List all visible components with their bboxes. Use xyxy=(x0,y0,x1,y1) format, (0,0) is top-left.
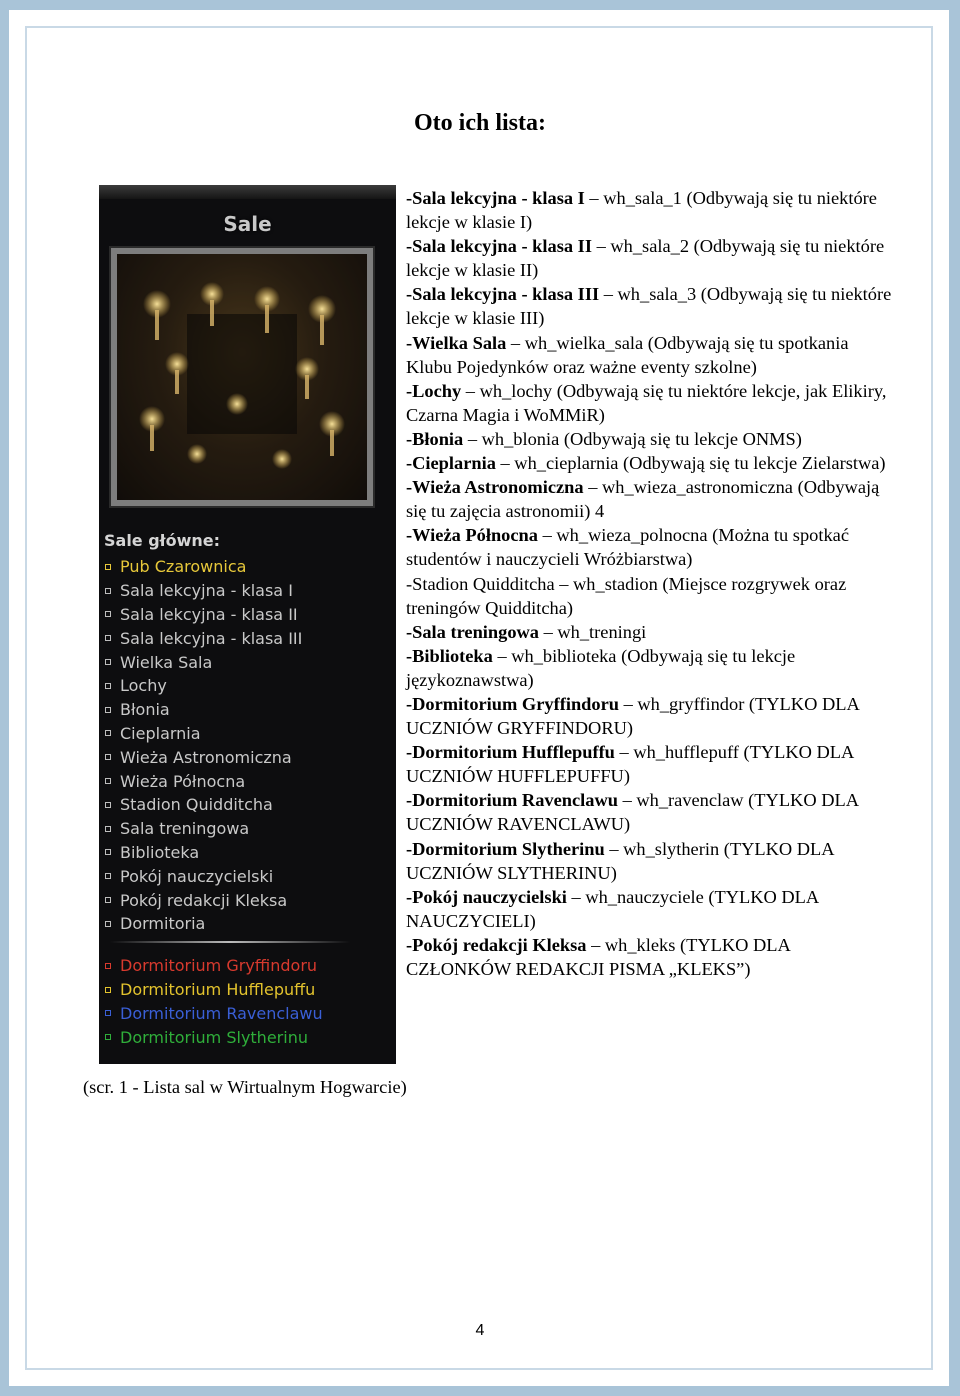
room-name: -Biblioteka xyxy=(406,645,493,666)
room-name: -Wieża Północna xyxy=(406,525,538,546)
room-description: – wh_nauczyciele (TYLKO DLA NAUCZYCIELI) xyxy=(406,886,819,931)
square-bullet-icon xyxy=(105,778,111,784)
room-description: – wh_blonia (Odbywają się tu lekcje ONMS) xyxy=(463,428,802,449)
room-entry xyxy=(406,282,896,330)
room-entry xyxy=(406,523,896,571)
menu-item[interactable] xyxy=(105,817,302,841)
menu-item-label: Sala treningowa xyxy=(120,819,250,839)
room-entry xyxy=(406,572,896,620)
page-number: 4 xyxy=(475,1322,485,1339)
menu-item-label: Pokój redakcji Kleksa xyxy=(120,890,288,910)
menu-item[interactable] xyxy=(105,793,302,817)
room-description: – wh_wieza_astronomiczna (Odbywają się tu zajęcia astronomii) 4 xyxy=(406,477,880,522)
menu-item-label: Dormitoria xyxy=(120,914,206,934)
room-description: – wh_biblioteka (Odbywają się tu lekcje językoznawstwa) xyxy=(406,645,796,690)
room-name: -Wielka Sala xyxy=(406,332,507,353)
menu-item[interactable] xyxy=(105,841,302,865)
menu-item[interactable] xyxy=(105,769,302,793)
menu-item[interactable] xyxy=(105,722,302,746)
menu-item-label: Wieża Astronomiczna xyxy=(120,747,292,767)
room-name: -Pokój nauczycielski xyxy=(406,886,567,907)
room-description: – wh_cieplarnia (Odbywają się tu lekcje Zielarstwa) xyxy=(495,453,886,474)
room-name: -Błonia xyxy=(406,428,464,449)
menu-item-label: Sala lekcyjna - klasa II xyxy=(120,604,298,624)
room-name: -Dormitorium Hufflepuffu xyxy=(406,742,615,763)
room-list-text xyxy=(406,186,896,981)
menu-item[interactable] xyxy=(105,1025,323,1049)
menu-item[interactable] xyxy=(105,978,323,1002)
room-name: -Lochy xyxy=(406,380,462,401)
room-entry xyxy=(406,933,896,981)
square-bullet-icon xyxy=(105,897,111,903)
menu-item-label: Dormitorium Hufflepuffu xyxy=(120,980,316,1000)
room-description: – wh_sala_3 (Odbywają się tu niektóre lekcje w klasie III) xyxy=(406,284,892,329)
room-name: -Wieża Astronomiczna xyxy=(406,477,584,498)
square-bullet-icon xyxy=(105,1010,111,1016)
menu-item-label: Pokój nauczycielski xyxy=(120,866,274,886)
room-name: -Dormitorium Slytherinu xyxy=(406,838,605,859)
menu-item[interactable] xyxy=(105,1002,323,1026)
room-menu xyxy=(105,555,302,936)
room-entry xyxy=(406,331,896,379)
menu-item-label: Sala lekcyjna - klasa I xyxy=(120,581,293,601)
menu-item-label: Biblioteka xyxy=(120,842,200,862)
room-entry xyxy=(406,620,896,644)
room-entry xyxy=(406,885,896,933)
menu-item[interactable] xyxy=(105,626,302,650)
room-entry xyxy=(406,788,896,836)
menu-item-label: Sala lekcyjna - klasa III xyxy=(120,628,303,648)
menu-item[interactable] xyxy=(105,698,302,722)
square-bullet-icon xyxy=(105,826,111,832)
dormitory-menu xyxy=(105,954,323,1049)
room-name: -Sala lekcyjna - klasa I xyxy=(406,188,585,208)
room-description: – wh_sala_1 (Odbywają się tu niektóre lekcje w klasie I) xyxy=(406,188,877,233)
square-bullet-icon xyxy=(105,611,111,617)
menu-item-label: Stadion Quidditcha xyxy=(120,795,273,815)
menu-item[interactable] xyxy=(105,674,302,698)
room-picture xyxy=(111,248,373,506)
menu-item-label: Cieplarnia xyxy=(120,723,201,743)
candles-illustration xyxy=(117,254,367,500)
square-bullet-icon xyxy=(105,588,111,594)
menu-item-label: Dormitorium Ravenclawu xyxy=(120,1003,323,1023)
square-bullet-icon xyxy=(105,635,111,641)
room-description: – wh_ravenclaw (TYLKO DLA UCZNIÓW RAVENCLAWU) xyxy=(406,790,858,835)
square-bullet-icon xyxy=(105,987,111,993)
room-description: – wh_lochy (Odbywają się tu niektóre lekcje, jak Elikiry, Czarna Magia i WoMMiR) xyxy=(406,380,887,425)
room-name: -Sala lekcyjna - klasa III xyxy=(406,284,600,305)
panel-top-strip xyxy=(99,185,396,199)
menu-item-label: Wielka Sala xyxy=(120,652,213,672)
square-bullet-icon xyxy=(105,1034,111,1040)
room-entry xyxy=(406,234,896,282)
panel-title: Sale xyxy=(223,212,272,236)
room-entry xyxy=(406,475,896,523)
room-description: – wh_gryffindor (TYLKO DLA UCZNIÓW GRYFFINDORU) xyxy=(406,693,859,739)
square-bullet-icon xyxy=(105,683,111,689)
room-description: – wh_wielka_sala (Odbywają się tu spotkania Klubu Pojedynków oraz ważne eventy szkolne) xyxy=(406,332,849,377)
menu-item-label: Wieża Północna xyxy=(120,771,246,791)
room-entry xyxy=(406,379,896,427)
square-bullet-icon xyxy=(105,564,111,570)
room-name: -Sala treningowa xyxy=(406,621,539,642)
room-name: -Dormitorium Ravenclawu xyxy=(406,790,618,811)
room-entry xyxy=(406,644,896,692)
page-heading: Oto ich lista: xyxy=(414,110,546,136)
section-heading: Sale główne: xyxy=(104,531,221,550)
menu-item[interactable] xyxy=(105,954,323,978)
menu-divider xyxy=(110,941,350,943)
room-entry xyxy=(406,692,896,740)
menu-item[interactable] xyxy=(105,603,302,627)
square-bullet-icon xyxy=(105,873,111,879)
menu-item-label: Dormitorium Gryffindoru xyxy=(120,956,318,976)
screenshot-caption: (scr. 1 - Lista sal w Wirtualnym Hogwarcie) xyxy=(83,1077,407,1097)
room-entry xyxy=(406,186,896,234)
menu-item[interactable] xyxy=(105,888,302,912)
room-name: -Pokój redakcji Kleksa xyxy=(406,934,587,955)
square-bullet-icon xyxy=(105,707,111,713)
room-entry xyxy=(406,740,896,788)
room-entry xyxy=(406,837,896,885)
room-name: -Cieplarnia xyxy=(406,453,496,474)
square-bullet-icon xyxy=(105,802,111,808)
room-entry xyxy=(406,451,896,475)
menu-item-label: Dormitorium Slytherinu xyxy=(120,1027,308,1047)
square-bullet-icon xyxy=(105,659,111,665)
room-description: – wh_kleks (TYLKO DLA CZŁONKÓW REDAKCJI PISMA „KLEKS”) xyxy=(406,934,790,979)
menu-item[interactable] xyxy=(105,745,302,769)
room-name: -Sala lekcyjna - klasa II xyxy=(406,236,592,257)
room-name: -Dormitorium Gryffindoru xyxy=(406,693,619,714)
menu-item-label: Błonia xyxy=(120,700,170,720)
room-entry xyxy=(406,427,896,451)
square-bullet-icon xyxy=(105,963,111,969)
menu-item[interactable] xyxy=(105,555,302,579)
room-description: – wh_slytherin (TYLKO DLA UCZNIÓW SLYTHERINU) xyxy=(406,838,834,883)
square-bullet-icon xyxy=(105,754,111,760)
room-description: – wh_treningi xyxy=(539,621,647,642)
menu-item-label: Pub Czarownica xyxy=(120,557,247,577)
square-bullet-icon xyxy=(105,921,111,927)
room-description: -Stadion Quidditcha – wh_stadion (Miejsce rozgrywek oraz treningów Quidditcha) xyxy=(406,573,847,618)
menu-item[interactable] xyxy=(105,650,302,674)
menu-item[interactable] xyxy=(105,864,302,888)
menu-item[interactable] xyxy=(105,579,302,603)
menu-item-label: Lochy xyxy=(120,676,167,696)
square-bullet-icon xyxy=(105,730,111,736)
menu-item[interactable] xyxy=(105,912,302,936)
room-description: – wh_sala_2 (Odbywają się tu niektóre lekcje w klasie II) xyxy=(406,236,885,281)
square-bullet-icon xyxy=(105,849,111,855)
room-description: – wh_hufflepuff (TYLKO DLA UCZNIÓW HUFFLEPUFFU) xyxy=(406,742,854,787)
room-description: – wh_wieza_polnocna (Można tu spotkać studentów i nauczycieli Wróżbiarstwa) xyxy=(406,525,849,570)
